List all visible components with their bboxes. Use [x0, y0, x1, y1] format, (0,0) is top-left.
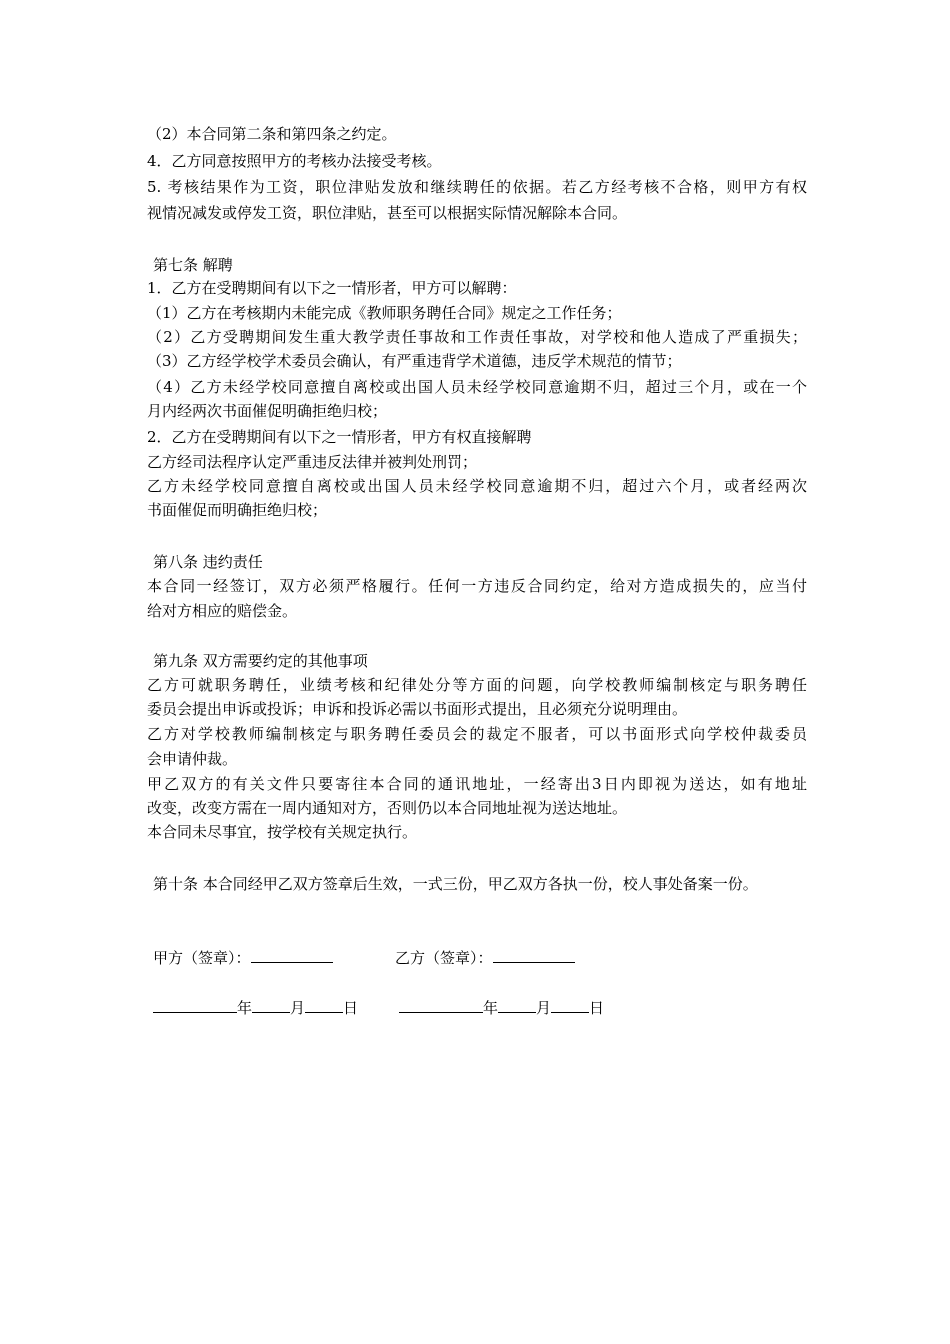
party-a-sign-line[interactable]: [251, 948, 333, 963]
art7-line-5: （4）乙方未经学校同意擅自离校或出国人员未经学校同意逾期不归，超过三个月，或在一个: [147, 378, 807, 396]
party-b-signature: [395, 947, 575, 969]
art9-line-6: 改变，改变方需在一周内通知对方，否则仍以本合同地址视为送达地址。: [147, 799, 628, 817]
party-b-sign-line[interactable]: [493, 948, 575, 963]
month-label: 月: [290, 999, 306, 1017]
party-b-month-line[interactable]: [498, 998, 536, 1013]
art6-line-4: 视情况减发或停发工资，职位津贴，甚至可以根据实际情况解除本合同。: [147, 204, 628, 222]
day-label: 日: [343, 999, 359, 1017]
art9-line-4: 会申请仲裁。: [147, 750, 238, 768]
month-label: 月: [536, 999, 552, 1017]
party-a-signature: [153, 947, 333, 969]
party-a-day-line[interactable]: [305, 998, 343, 1013]
art8-title: 第八条 违约责任: [153, 553, 263, 571]
art9-line-2: 委员会提出申诉或投诉；申诉和投诉必需以书面形式提出，且必须充分说明理由。: [147, 700, 688, 718]
art6-line-1: （2）本合同第二条和第四条之约定。: [147, 125, 397, 143]
art7-line-10: 书面催促而明确拒绝归校；: [147, 501, 328, 519]
art10-text: 第十条 本合同经甲乙双方签章后生效，一式三份，甲乙双方各执一份，校人事处备案一份。: [153, 875, 758, 893]
party-b-date: [399, 997, 604, 1019]
art8-line-2: 给对方相应的赔偿金。: [147, 602, 298, 620]
art9-line-3: 乙方对学校教师编制核定与职务聘任委员会的裁定不服者，可以书面形式向学校仲裁委员: [147, 725, 807, 743]
art9-line-5: 甲乙双方的有关文件只要寄往本合同的通讯地址，一经寄出3日内即视为送达，如有地址: [147, 775, 807, 793]
party-a-date: [153, 997, 358, 1019]
art7-line-8: 乙方经司法程序认定严重违反法律并被判处刑罚；: [147, 453, 478, 471]
day-label: 日: [589, 999, 605, 1017]
party-b-label: 乙方（签章）：: [395, 949, 493, 967]
party-b-day-line[interactable]: [551, 998, 589, 1013]
art7-line-6: 月内经两次书面催促明确拒绝归校；: [147, 402, 388, 420]
art7-line-1: 1．乙方在受聘期间有以下之一情形者，甲方可以解聘：: [147, 279, 517, 297]
art7-line-7: 2．乙方在受聘期间有以下之一情形者，甲方有权直接解聘: [147, 428, 532, 446]
party-a-month-line[interactable]: [252, 998, 290, 1013]
art8-line-1: 本合同一经签订，双方必须严格履行。任何一方违反合同约定，给对方造成损失的，应当付: [147, 577, 807, 595]
party-b-year-line[interactable]: [399, 998, 483, 1013]
art9-title: 第九条 双方需要约定的其他事项: [153, 652, 368, 670]
art7-title: 第七条 解聘: [153, 256, 233, 274]
art6-line-2: 4．乙方同意按照甲方的考核办法接受考核。: [147, 152, 442, 170]
party-a-label: 甲方（签章）：: [153, 949, 251, 967]
year-label: 年: [483, 999, 499, 1017]
art7-line-3: （2）乙方受聘期间发生重大教学责任事故和工作责任事故，对学校和他人造成了严重损失；: [147, 328, 807, 346]
art9-line-7: 本合同未尽事宜，按学校有关规定执行。: [147, 823, 418, 841]
party-a-year-line[interactable]: [153, 998, 237, 1013]
art6-line-3: 5. 考核结果作为工资，职位津贴发放和继续聘任的依据。若乙方经考核不合格，则甲方有权: [147, 178, 807, 196]
year-label: 年: [237, 999, 253, 1017]
art9-line-1: 乙方可就职务聘任，业绩考核和纪律处分等方面的问题，向学校教师编制核定与职务聘任: [147, 676, 807, 694]
art7-line-2: （1）乙方在考核期内未能完成《教师职务聘任合同》规定之工作任务；: [147, 304, 622, 322]
art7-line-4: （3）乙方经学校学术委员会确认，有严重违背学术道德，违反学术规范的情节；: [147, 352, 682, 370]
art7-line-9: 乙方未经学校同意擅自离校或出国人员未经学校同意逾期不归，超过六个月，或者经两次: [147, 477, 807, 495]
